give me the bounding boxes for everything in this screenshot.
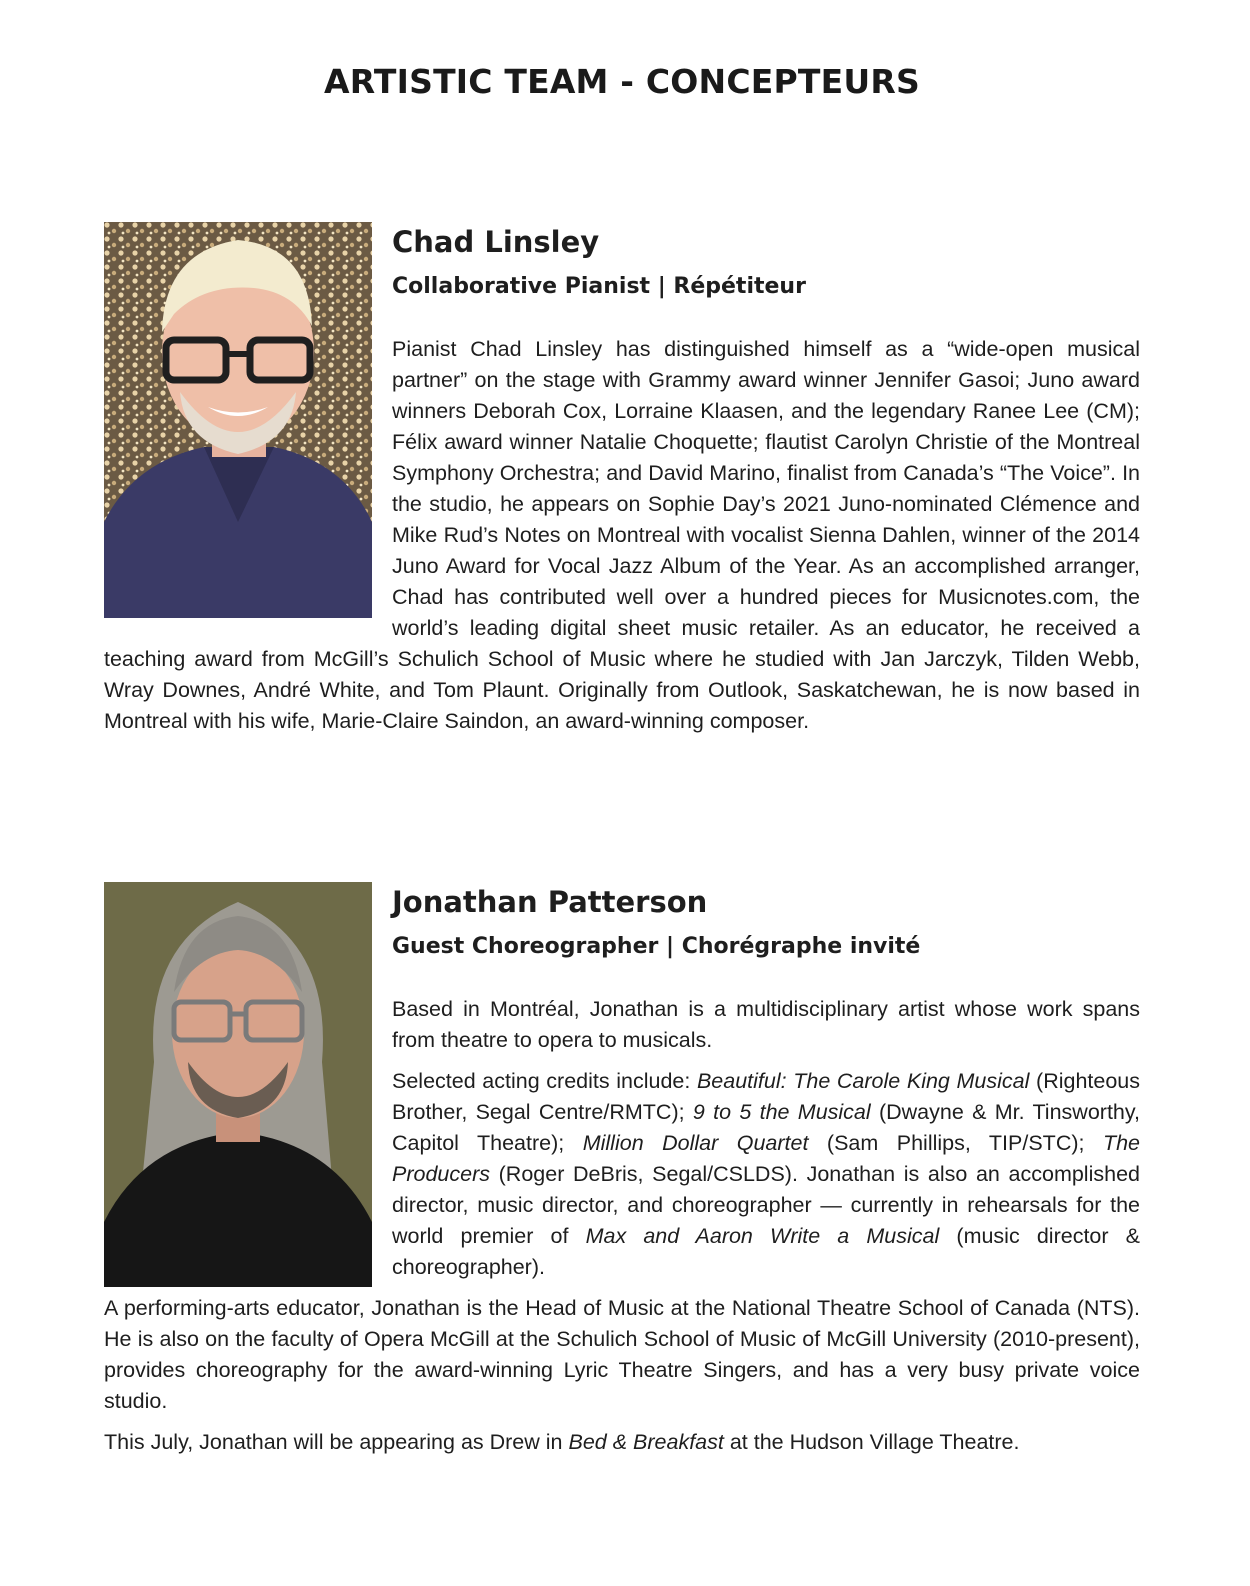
bio-chad-linsley: [104, 222, 1140, 737]
bio-paragraph-credits: Selected acting credits include: Beautiful: The Carole King Musical (Righteous Brother, Segal Centre/RMTC); 9 to 5 the Musical (Dwayne & Mr. Tinsworthy, Capitol Theatre); Million Dollar Quartet (Sam Phillips, TIP/STC); The Producers (Roger DeBris, Segal/CSLDS). Jonathan is also an accomplished director, music director, and choreographer — currently in rehearsals for the world premier of Max and Aaron Write a Musical (music director & choreographer).: [392, 1069, 1141, 1279]
person-name: Chad Linsley: [392, 225, 600, 259]
portrait-photo: [104, 222, 372, 618]
bio-paragraph: A performing-arts educator, Jonathan is the Head of Music at the National Theatre School of Canada (NTS). He is also on the faculty of Opera McGill at the Schulich School of Music of McGill University (2010-present), provides choreography for the award-winning Lyric Theatre Singers, and has a very busy private voice studio.: [104, 1296, 1140, 1413]
portrait-photo: [104, 882, 372, 1287]
bio-paragraph: Based in Montréal, Jonathan is a multidisciplinary artist whose work spans from theatre to opera to musicals.: [392, 997, 1140, 1052]
person-name: Jonathan Patterson: [392, 885, 708, 919]
bio-jonathan-patterson: [104, 882, 1140, 1458]
person-role: Collaborative Pianist | Répétiteur: [392, 274, 806, 299]
bio-paragraph: This July, Jonathan will be appearing as Drew in Bed & Breakfast at the Hudson Village Theatre.: [104, 1430, 1020, 1454]
page-title: ARTISTIC TEAM - CONCEPTEURS: [324, 62, 920, 101]
person-role: Guest Choreographer | Chorégraphe invité: [392, 934, 921, 959]
bio-paragraph: Pianist Chad Linsley has distinguished himself as a “wide-open musical partner” on the stage with Grammy award winner Jennifer Gasoi; Juno award winners Deborah Cox, Lorraine Klaasen, and the legendary Ranee Lee (CM); Félix award winner Natalie Choquette; flautist Carolyn Christie of the Montreal Symphony Orchestra; and David Marino, finalist from Canada’s “The Voice”. In the studio, he appears on Sophie Day’s 2021 Juno-nominated Clémence and Mike Rud’s Notes on Montreal with vocalist Sienna Dahlen, winner of the 2014 Juno Award for Vocal Jazz Album of the Year. As an accomplished arranger, Chad has contributed well over a hundred pieces for Musicnotes.com, the world’s leading digital sheet music retailer. As an educator, he received a teaching award from McGill’s Schulich School of Music where he studied with Jan Jarczyk, Tilden Webb, Wray Downes, André White, and Tom Plaunt. Originally from Outlook, Saskatchewan, he is now based in Montreal with his wife, Marie-Claire Saindon, an award-winning composer.: [104, 337, 1140, 733]
